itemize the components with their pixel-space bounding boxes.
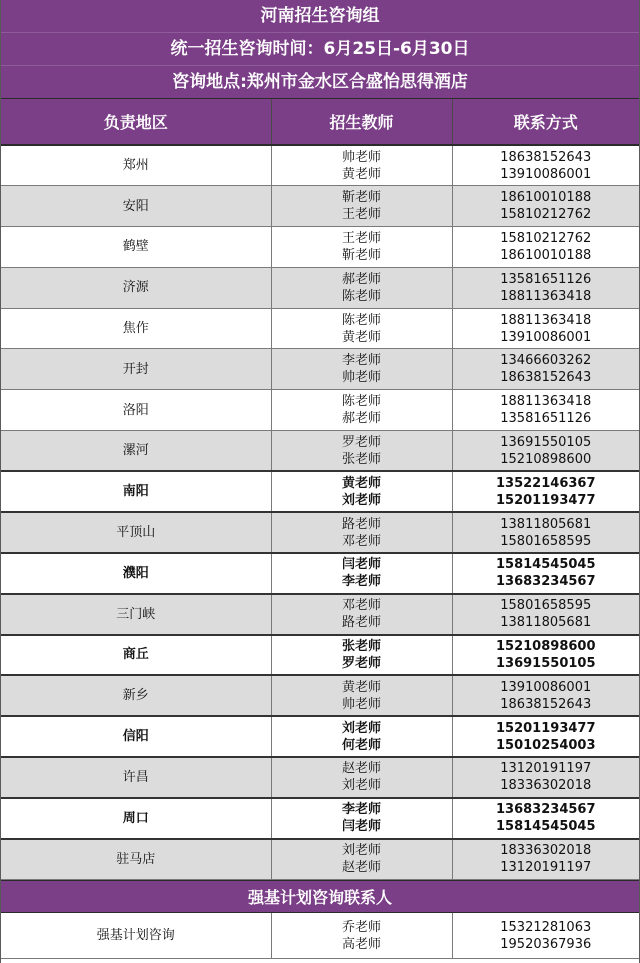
table-row — [1, 308, 639, 349]
teacher-name: 靳老师 — [341, 247, 381, 263]
phone-cell — [452, 798, 639, 839]
teacher-name: 邓老师 — [341, 598, 381, 614]
table-header-row — [1, 99, 639, 145]
teacher-name: 闫老师 — [341, 557, 381, 573]
phone-number: 13522146367 — [496, 475, 596, 491]
phone-cell — [452, 594, 639, 635]
phone-cell — [452, 757, 639, 798]
phone-cell — [452, 839, 639, 880]
phone-number: 18638152643 — [500, 696, 592, 712]
phone-cell — [452, 471, 639, 512]
phone-number: 13120191197 — [500, 860, 592, 876]
phone-number: 13581651126 — [500, 271, 592, 287]
teacher-name: 黄老师 — [341, 475, 381, 491]
teacher-name: 赵老师 — [341, 761, 381, 777]
teacher-cell — [271, 675, 452, 716]
teacher-cell — [271, 512, 452, 553]
phone-number: 18811363418 — [500, 394, 592, 410]
table-row — [1, 349, 639, 390]
teacher-cell — [271, 594, 452, 635]
teacher-cell — [271, 145, 452, 186]
region-cell: 漯河 — [1, 431, 271, 472]
teacher-cell — [271, 308, 452, 349]
region-cell: 商丘 — [1, 635, 271, 676]
teacher-name: 帅老师 — [341, 370, 381, 386]
teacher-name: 郝老师 — [341, 411, 381, 427]
phone-cell — [452, 186, 639, 227]
table-row — [1, 635, 639, 676]
phone-number: 18336302018 — [500, 843, 592, 859]
teacher-name: 路老师 — [341, 615, 381, 631]
phone-cell — [452, 553, 639, 594]
region-cell: 安阳 — [1, 186, 271, 227]
teacher-name: 帅老师 — [341, 696, 381, 712]
phone-cell — [452, 635, 639, 676]
table-row — [1, 716, 639, 757]
teacher-name: 陈老师 — [341, 394, 381, 410]
phone-number: 15801658595 — [500, 533, 592, 549]
phone-cell — [452, 308, 639, 349]
consult-time: 统一招生咨询时间：6月25日-6月30日 — [1, 33, 639, 66]
teacher-cell — [271, 839, 452, 880]
teacher-cell — [271, 757, 452, 798]
phone-number: 15201193477 — [496, 720, 596, 736]
table-row — [1, 186, 639, 227]
phone-number: 15810212762 — [500, 230, 592, 246]
teacher-name: 刘老师 — [341, 492, 381, 508]
teacher-cell — [271, 913, 452, 959]
region-cell: 济源 — [1, 267, 271, 308]
teacher-name: 刘老师 — [341, 843, 381, 859]
phone-number: 19520367936 — [500, 936, 592, 952]
phone-number: 18638152643 — [500, 370, 592, 386]
phone-cell — [452, 145, 639, 186]
table-row — [1, 757, 639, 798]
table-row — [1, 431, 639, 472]
phone-number: 13691550105 — [500, 434, 592, 450]
teacher-name: 郝老师 — [341, 271, 381, 287]
phone-number: 15801658595 — [500, 598, 592, 614]
teacher-name: 张老师 — [341, 451, 381, 467]
strong-base-table — [1, 913, 639, 960]
region-cell: 南阳 — [1, 471, 271, 512]
phone-number: 15201193477 — [496, 492, 596, 508]
consult-location: 咨询地点:郑州市金水区合盛怡思得酒店 — [1, 66, 639, 99]
teacher-name: 王老师 — [341, 230, 381, 246]
teacher-name: 黄老师 — [341, 679, 381, 695]
region-cell: 驻马店 — [1, 839, 271, 880]
teacher-cell — [271, 635, 452, 676]
header-banner — [1, 0, 639, 99]
region-cell: 三门峡 — [1, 594, 271, 635]
phone-number: 13910086001 — [500, 166, 592, 182]
contact-table — [1, 99, 639, 880]
table-row — [1, 675, 639, 716]
phone-number: 13466603262 — [500, 353, 592, 369]
table-row — [1, 471, 639, 512]
region-cell: 鹤壁 — [1, 227, 271, 268]
teacher-name: 闫老师 — [341, 819, 381, 835]
region-cell: 周口 — [1, 798, 271, 839]
teacher-cell — [271, 349, 452, 390]
teacher-name: 高老师 — [341, 936, 381, 952]
phone-number: 15321281063 — [500, 919, 592, 935]
region-cell: 濮阳 — [1, 553, 271, 594]
teacher-name: 陈老师 — [341, 312, 381, 328]
phone-number: 18336302018 — [500, 778, 592, 794]
phone-number: 13581651126 — [500, 411, 592, 427]
phone-number: 18811363418 — [500, 312, 592, 328]
phone-cell — [452, 716, 639, 757]
page-title: 河南招生咨询组 — [1, 0, 639, 33]
region-cell: 许昌 — [1, 757, 271, 798]
table-body — [1, 145, 639, 879]
strong-base-section-title: 强基计划咨询联系人 — [1, 880, 639, 913]
column-header-region: 负责地区 — [1, 99, 271, 145]
region-cell: 新乡 — [1, 675, 271, 716]
phone-number: 13683234567 — [496, 574, 596, 590]
region-cell: 开封 — [1, 349, 271, 390]
phone-number: 15010254003 — [496, 737, 596, 753]
teacher-name: 刘老师 — [341, 720, 381, 736]
phone-number: 13691550105 — [496, 655, 596, 671]
teacher-cell — [271, 431, 452, 472]
teacher-cell — [271, 471, 452, 512]
table-row — [1, 553, 639, 594]
teacher-cell — [271, 227, 452, 268]
phone-cell — [452, 913, 639, 959]
phone-number: 18610010188 — [500, 247, 592, 263]
phone-number: 18610010188 — [500, 190, 592, 206]
teacher-name: 何老师 — [341, 737, 381, 753]
table-row — [1, 227, 639, 268]
teacher-name: 张老师 — [341, 638, 381, 654]
table-row — [1, 512, 639, 553]
phone-cell — [452, 349, 639, 390]
phone-number: 15814545045 — [496, 557, 596, 573]
teacher-name: 李老师 — [341, 802, 381, 818]
table-row — [1, 145, 639, 186]
table-row — [1, 390, 639, 431]
table-row — [1, 267, 639, 308]
phone-number: 18638152643 — [500, 149, 592, 165]
phone-number: 18811363418 — [500, 288, 592, 304]
teacher-cell — [271, 390, 452, 431]
teacher-name: 帅老师 — [341, 149, 381, 165]
teacher-name: 陈老师 — [341, 288, 381, 304]
teacher-name: 黄老师 — [341, 166, 381, 182]
column-header-contact: 联系方式 — [452, 99, 639, 145]
table-row — [1, 594, 639, 635]
region-cell: 信阳 — [1, 716, 271, 757]
teacher-cell — [271, 553, 452, 594]
column-header-teacher: 招生教师 — [271, 99, 452, 145]
phone-number: 13910086001 — [500, 329, 592, 345]
phone-number: 13811805681 — [500, 516, 592, 532]
teacher-name: 罗老师 — [341, 655, 381, 671]
region-cell: 郑州 — [1, 145, 271, 186]
phone-cell — [452, 431, 639, 472]
teacher-cell — [271, 798, 452, 839]
table-row — [1, 798, 639, 839]
table-row — [1, 839, 639, 880]
region-cell: 焦作 — [1, 308, 271, 349]
teacher-name: 靳老师 — [341, 190, 381, 206]
phone-number: 13683234567 — [496, 802, 596, 818]
phone-number: 15210898600 — [500, 451, 592, 467]
phone-number: 15810212762 — [500, 207, 592, 223]
phone-cell — [452, 227, 639, 268]
teacher-name: 王老师 — [341, 207, 381, 223]
teacher-cell — [271, 186, 452, 227]
teacher-cell — [271, 267, 452, 308]
teacher-name: 乔老师 — [341, 919, 381, 935]
teacher-name: 邓老师 — [341, 533, 381, 549]
phone-cell — [452, 390, 639, 431]
teacher-name: 李老师 — [341, 574, 381, 590]
teacher-name: 罗老师 — [341, 434, 381, 450]
phone-number: 15210898600 — [496, 638, 596, 654]
teacher-name: 李老师 — [341, 353, 381, 369]
phone-number: 13811805681 — [500, 615, 592, 631]
teacher-name: 赵老师 — [341, 860, 381, 876]
teacher-cell — [271, 716, 452, 757]
phone-number: 13120191197 — [500, 761, 592, 777]
phone-cell — [452, 512, 639, 553]
phone-number: 13910086001 — [500, 679, 592, 695]
region-cell: 平顶山 — [1, 512, 271, 553]
teacher-name: 黄老师 — [341, 329, 381, 345]
table-row — [1, 913, 639, 959]
phone-cell — [452, 267, 639, 308]
teacher-name: 刘老师 — [341, 778, 381, 794]
region-cell: 洛阳 — [1, 390, 271, 431]
region-cell: 强基计划咨询 — [1, 913, 271, 959]
phone-cell — [452, 675, 639, 716]
teacher-name: 路老师 — [341, 516, 381, 532]
phone-number: 15814545045 — [496, 819, 596, 835]
